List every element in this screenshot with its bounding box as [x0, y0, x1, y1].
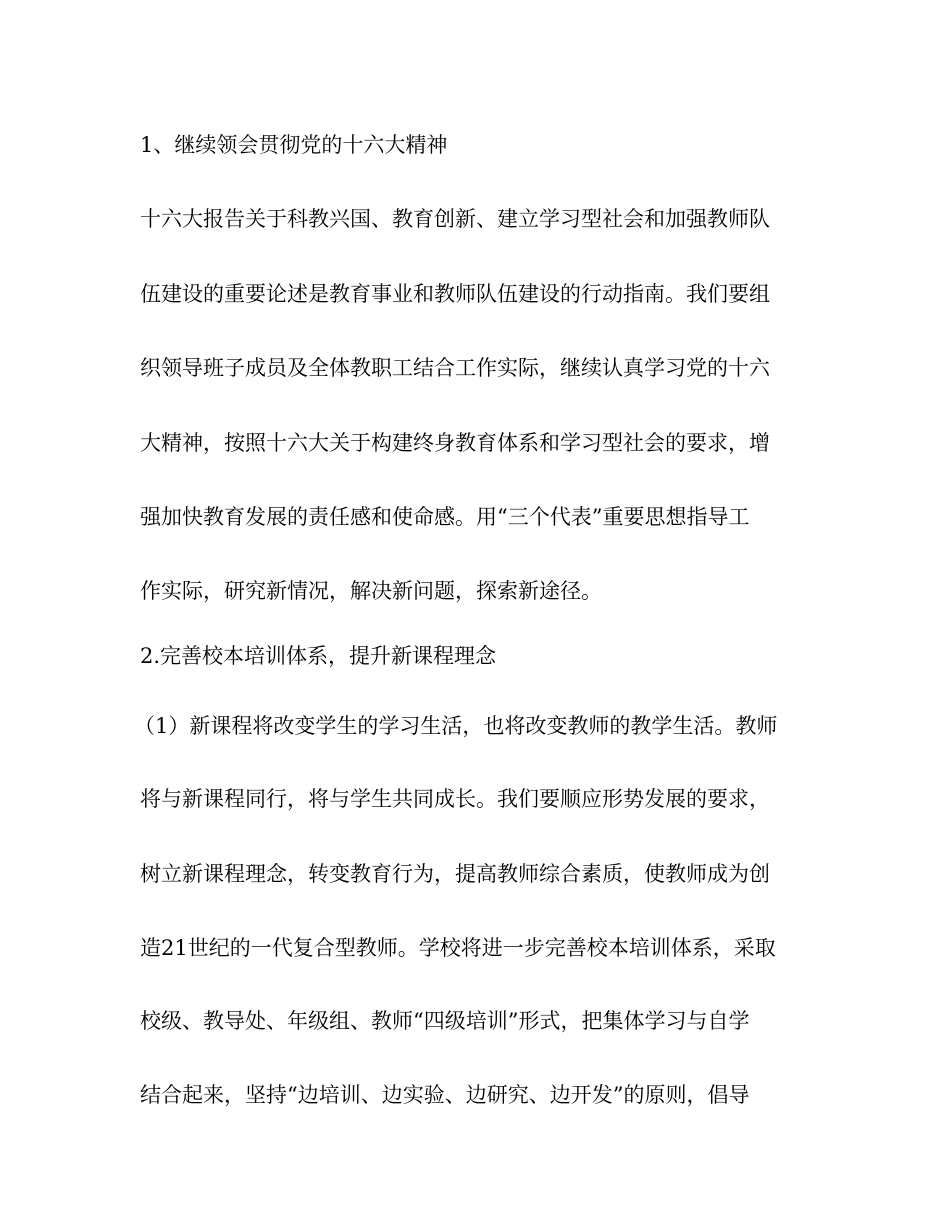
section-heading-1: 1、继续领会贯彻党的十六大精神 [140, 133, 448, 157]
paragraph-line: 作实际，研究新情况，解决新问题，探索新途径。 [140, 579, 602, 603]
paragraph-line: 将与新课程同行，将与学生共同成长。我们要顺应形势发展的要求， [140, 787, 770, 811]
paragraph-line: 校级、教导处、年级组、教师“四级培训”形式，把集体学习与自学 [140, 1009, 750, 1033]
paragraph-line: 强加快教育发展的责任感和使命感。用“三个代表”重要思想指导工 [140, 505, 750, 529]
paragraph-line: 十六大报告关于科教兴国、教育创新、建立学习型社会和加强教师队 [140, 207, 770, 231]
section-heading-2: 2.完善校本培训体系，提升新课程理念 [140, 644, 497, 668]
paragraph-line: 织领导班子成员及全体教职工结合工作实际，继续认真学习党的十六 [140, 356, 770, 380]
paragraph-line: 伍建设的重要论述是教育事业和教师队伍建设的行动指南。我们要组 [140, 282, 770, 306]
paragraph-line: 结合起来，坚持“边培训、边实验、边研究、边开发”的原则，倡导 [140, 1083, 750, 1107]
paragraph-line: （1）新课程将改变学生的学习生活，也将改变教师的教学生活。教师 [134, 714, 778, 738]
paragraph-line: 树立新课程理念，转变教育行为，提高教师综合素质，使教师成为创 [140, 862, 770, 886]
paragraph-line: 大精神，按照十六大关于构建终身教育体系和学习型社会的要求，增 [140, 431, 770, 455]
paragraph-line: 造21世纪的一代复合型教师。学校将进一步完善校本培训体系，采取 [140, 936, 776, 960]
